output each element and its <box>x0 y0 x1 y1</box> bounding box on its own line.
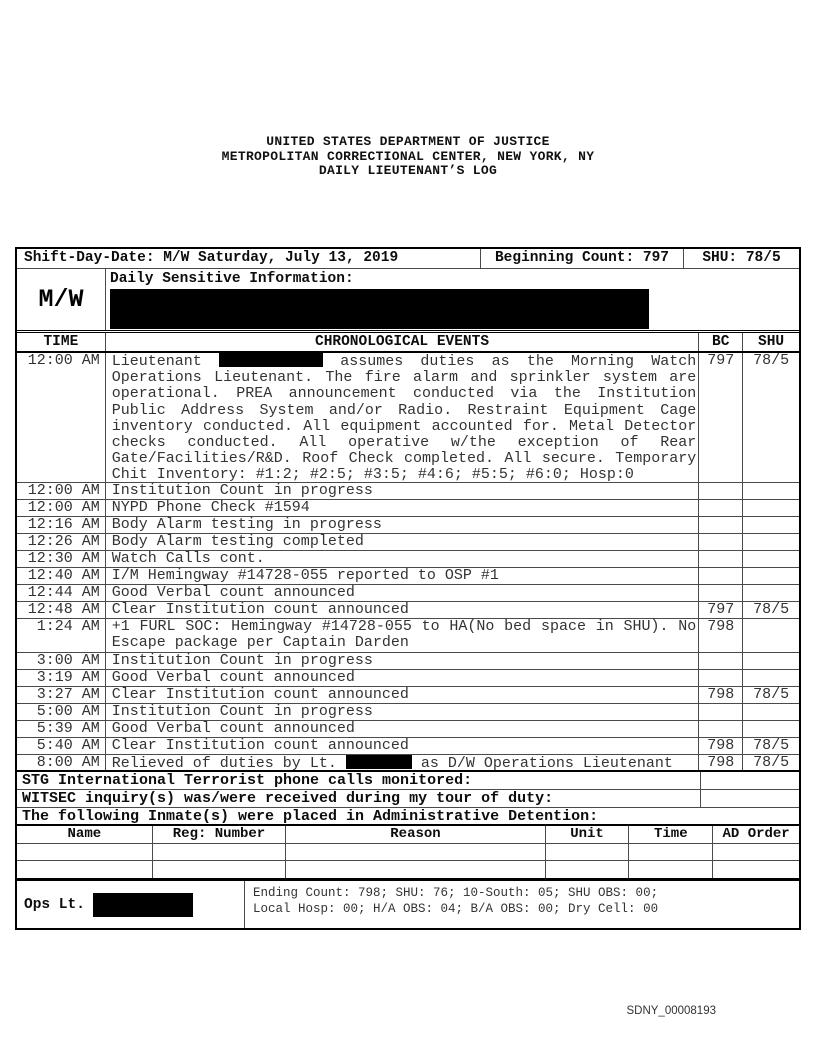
entry-text: Clear Institution count announced <box>106 602 699 618</box>
ending-count-line2: Local Hosp: 00; H/A OBS: 04; B/A OBS: 00; Dry Cell: 00 <box>253 902 659 916</box>
shift-info-row <box>17 249 799 269</box>
log-entry <box>17 721 799 738</box>
lieutenants-log-form <box>15 247 801 880</box>
log-entry <box>17 500 799 517</box>
shift-day-date: Shift-Day-Date: M/W Saturday, July 13, 2019 <box>17 249 481 268</box>
entry-text <box>106 353 699 482</box>
entry-text: Good Verbal count announced <box>106 670 699 686</box>
ad-table-header-row <box>17 826 799 844</box>
entry-time: 8:00 AM <box>17 755 106 770</box>
ad-cell-time <box>629 844 713 860</box>
entry-time: 3:27 AM <box>17 687 106 703</box>
entry-text: Institution Count in progress <box>106 653 699 669</box>
entry-shu <box>743 534 799 550</box>
entry-shu <box>743 721 799 737</box>
ops-lt-label: Ops Lt. <box>24 896 85 913</box>
log-entry <box>17 568 799 585</box>
entry-text: Body Alarm testing in progress <box>106 517 699 533</box>
entry-time: 3:19 AM <box>17 670 106 686</box>
redaction-box <box>93 893 193 917</box>
witsec-statement-row <box>17 790 799 808</box>
log-entry <box>17 517 799 534</box>
entry-time: 12:26 AM <box>17 534 106 550</box>
ad-table-empty-row <box>17 861 799 878</box>
entry-shu <box>743 653 799 669</box>
log-entry <box>17 602 799 619</box>
ad-cell-unit <box>546 844 630 860</box>
entry-shu: 78/5 <box>753 602 790 618</box>
entry-text: Clear Institution count announced <box>106 687 699 703</box>
entry-shu <box>743 670 799 686</box>
bates-number: SDNY_00008193 <box>626 1005 716 1017</box>
entry-bc <box>699 500 743 516</box>
entry-bc <box>699 585 743 601</box>
sensitive-info-cell <box>106 269 799 330</box>
entry-bc <box>699 653 743 669</box>
ad-column-ad-order: AD Order <box>722 826 790 842</box>
ad-cell-name <box>17 844 153 860</box>
entry-bc <box>699 704 743 720</box>
entry-shu <box>743 585 799 601</box>
entry-bc <box>699 534 743 550</box>
ad-table-empty-row <box>17 844 799 861</box>
stg-statement: STG International Terrorist phone calls monitored: <box>17 772 701 789</box>
log-entry <box>17 704 799 721</box>
entry-bc: 797 <box>699 602 743 618</box>
ending-count-summary <box>245 881 799 928</box>
entry-text-after: assumes duties as the Morning Watch Operations Lieutenant. The fire alarm and sprinkler system are operational. PREA announcement conducted via the Institution Public Address System and/or Radio. Restraint Equipment Cage inventory conducted. All equipment accounted for. Metal Detector checks conducted. All operative w/the exception of Rear Gate/Facilities/R&D. Roof Check completed. All secure. Temporary Chit Inventory: #1:2; #2:5; #3:5; #4:6; #5:5; #6:0; Hosp:0 <box>111 353 697 482</box>
entry-shu <box>743 568 799 584</box>
ad-intro-statement: The following Inmate(s) were placed in Administrative Detention: <box>22 808 599 824</box>
entry-shu: 78/5 <box>753 738 790 754</box>
witsec-statement-value-cell <box>701 790 799 807</box>
ad-column-unit: Unit <box>546 826 630 843</box>
entry-text: Clear Institution count announced <box>106 738 699 754</box>
ad-cell-reason <box>286 844 545 860</box>
ad-cell-ad-order <box>713 861 799 878</box>
entry-bc <box>699 551 743 567</box>
entry-time: 3:00 AM <box>17 653 106 669</box>
log-entry <box>17 353 799 483</box>
entry-shu <box>743 517 799 533</box>
beginning-count: Beginning Count: 797 <box>481 249 684 268</box>
entry-bc <box>699 517 743 533</box>
entry-text: Institution Count in progress <box>106 483 699 499</box>
ad-cell-reason <box>286 861 545 878</box>
entry-bc <box>699 721 743 737</box>
entry-time: 1:24 AM <box>17 619 106 652</box>
entry-shu <box>743 619 799 652</box>
shu-count: SHU: 78/5 <box>702 250 781 266</box>
sensitive-info-row <box>17 269 799 333</box>
shift-code: M/W <box>17 269 106 330</box>
sensitive-info-label: Daily Sensitive Information: <box>110 271 354 287</box>
entry-text: Body Alarm testing completed <box>106 534 699 550</box>
ending-count-line1: Ending Count: 798; SHU: 76; 10-South: 05; SHU OBS: 00; <box>253 886 659 900</box>
log-entry <box>17 551 799 568</box>
entry-text-before: Relieved of duties by Lt. <box>111 755 346 770</box>
ad-column-name: Name <box>17 826 153 843</box>
entry-time: 5:39 AM <box>17 721 106 737</box>
ad-column-reason: Reason <box>286 826 545 843</box>
redaction-box <box>346 755 412 769</box>
ad-cell-ad-order <box>713 844 799 860</box>
entry-text: Good Verbal count announced <box>106 721 699 737</box>
ops-signature-section <box>15 879 801 930</box>
ad-cell-reg <box>153 844 287 860</box>
entry-bc <box>699 568 743 584</box>
column-header-shu: SHU <box>758 334 785 350</box>
ops-lt-cell <box>17 881 245 928</box>
entry-bc: 798 <box>699 755 743 770</box>
entry-shu <box>743 551 799 567</box>
entry-time: 12:40 AM <box>17 568 106 584</box>
log-entry <box>17 585 799 602</box>
entry-bc: 798 <box>699 687 743 703</box>
log-header-row <box>17 333 799 353</box>
column-header-bc: BC <box>699 333 743 351</box>
entry-text: Institution Count in progress <box>106 704 699 720</box>
entry-text-after: as D/W Operations Lieutenant <box>411 755 673 770</box>
log-entry <box>17 653 799 670</box>
entry-text: Watch Calls cont. <box>106 551 699 567</box>
log-entry <box>17 534 799 551</box>
column-header-time: TIME <box>17 333 106 351</box>
log-entry <box>17 687 799 704</box>
document-title <box>0 135 816 179</box>
entry-shu <box>743 483 799 499</box>
entry-time: 12:48 AM <box>17 602 106 618</box>
entry-time: 12:00 AM <box>17 500 106 516</box>
title-line-facility: METROPOLITAN CORRECTIONAL CENTER, NEW YORK, NY <box>221 148 595 164</box>
entry-bc: 798 <box>699 738 743 754</box>
entry-shu: 78/5 <box>753 755 790 770</box>
ad-cell-time <box>629 861 713 878</box>
redaction-box <box>110 289 649 329</box>
entry-time: 12:16 AM <box>17 517 106 533</box>
entry-text: NYPD Phone Check #1594 <box>106 500 699 516</box>
entry-text-before: Lieutenant <box>111 353 219 370</box>
ad-cell-reg <box>153 861 287 878</box>
title-line-log: DAILY LIEUTENANT’S LOG <box>318 163 498 178</box>
entry-text: +1 FURL SOC: Hemingway #14728-055 to HA(No bed space in SHU). No Escape package per Captain Darden <box>106 619 699 652</box>
witsec-statement: WITSEC inquiry(s) was/were received during my tour of duty: <box>17 790 701 807</box>
entry-shu <box>743 500 799 516</box>
ad-intro-row <box>17 808 799 826</box>
entry-text: I/M Hemingway #14728-055 reported to OSP #1 <box>106 568 699 584</box>
entry-text <box>106 755 699 770</box>
entry-bc: 797 <box>699 353 743 482</box>
title-line-agency: UNITED STATES DEPARTMENT OF JUSTICE <box>266 134 550 149</box>
column-header-events: CHRONOLOGICAL EVENTS <box>106 333 699 351</box>
entry-time: 5:00 AM <box>17 704 106 720</box>
stg-statement-row <box>17 772 799 790</box>
entry-bc <box>699 483 743 499</box>
redaction-box <box>219 353 323 367</box>
ad-cell-name <box>17 861 153 878</box>
entry-bc <box>699 670 743 686</box>
log-entry <box>17 670 799 687</box>
entry-shu <box>743 704 799 720</box>
entry-time: 12:00 AM <box>17 483 106 499</box>
log-entry <box>17 755 799 772</box>
stg-statement-value-cell <box>701 772 799 789</box>
entry-time: 12:44 AM <box>17 585 106 601</box>
log-entry <box>17 738 799 755</box>
ad-cell-unit <box>546 861 630 878</box>
entry-bc: 798 <box>699 619 743 652</box>
entry-time: 5:40 AM <box>17 738 106 754</box>
entry-shu: 78/5 <box>753 353 790 369</box>
entry-shu: 78/5 <box>753 687 790 703</box>
log-entry <box>17 483 799 500</box>
entry-time: 12:00 AM <box>17 353 106 482</box>
log-entry <box>17 619 799 653</box>
ad-column-time: Time <box>629 826 713 843</box>
entry-time: 12:30 AM <box>17 551 106 567</box>
ad-column-reg-number: Reg: Number <box>153 826 287 843</box>
entry-text: Good Verbal count announced <box>106 585 699 601</box>
